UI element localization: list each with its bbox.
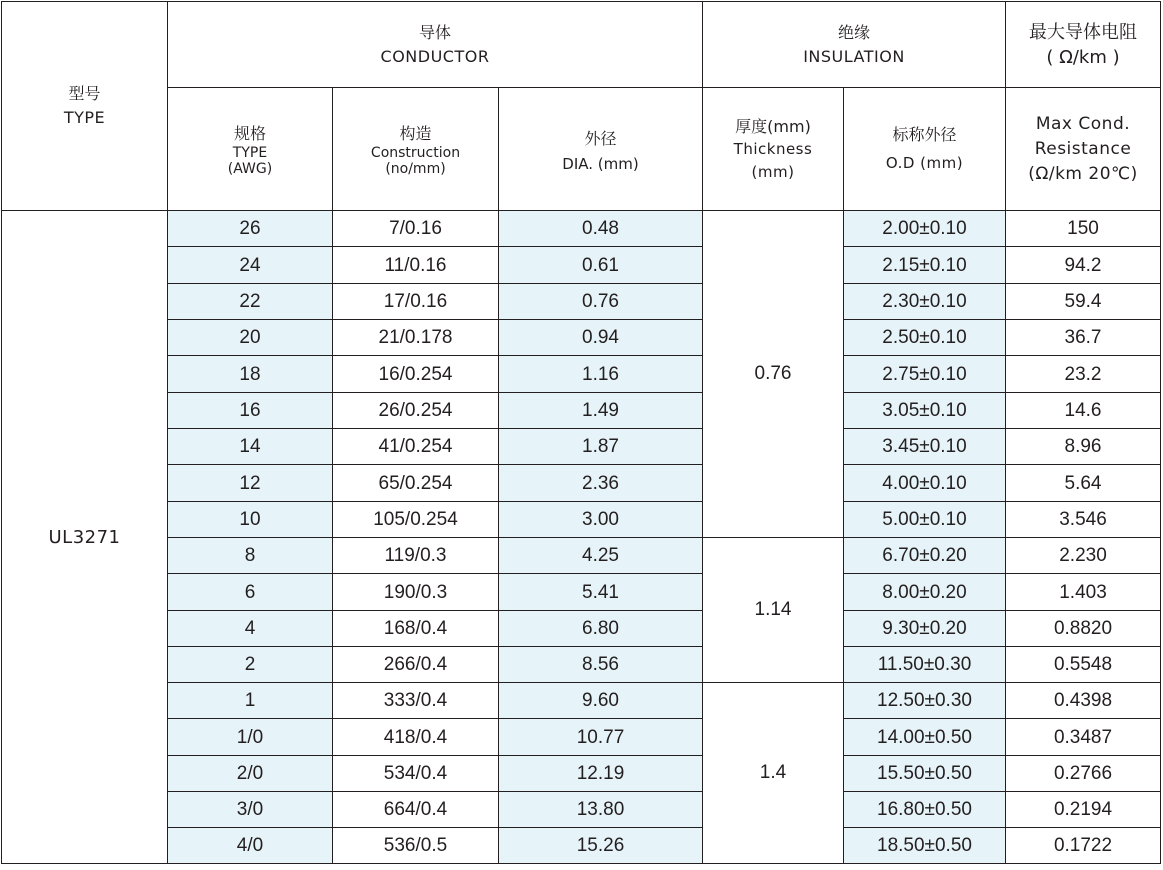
od-cell: 18.50±0.50: [844, 828, 1006, 864]
insulation-header-zh: 绝缘: [837, 22, 870, 42]
conductor-header-en: CONDUCTOR: [380, 46, 490, 66]
insulation-thickness-cell: 0.76: [703, 211, 844, 538]
od-cell: 5.00±0.10: [844, 502, 1006, 538]
construction-cell: 41/0.254: [333, 429, 499, 465]
size-header-en2: (AWG): [227, 160, 273, 177]
diameter-header: [499, 88, 703, 211]
od-cell: 16.80±0.50: [844, 792, 1006, 828]
awg-cell: 2/0: [168, 756, 333, 792]
table-row: [2, 756, 1161, 792]
construction-cell: 21/0.178: [333, 320, 499, 356]
resistance-cell: 8.96: [1006, 429, 1161, 465]
diameter-cell: 8.56: [499, 647, 703, 683]
thickness-header-en1: Thickness: [733, 139, 813, 158]
od-header: [844, 88, 1006, 211]
diameter-cell: 0.48: [499, 211, 703, 247]
resistance-cell: 0.4398: [1006, 683, 1161, 719]
type-header-en: TYPE: [63, 108, 106, 127]
diameter-cell: 13.80: [499, 792, 703, 828]
construction-cell: 16/0.254: [333, 356, 499, 393]
diameter-cell: 5.41: [499, 574, 703, 611]
resistance-header: [1006, 2, 1161, 88]
construction-cell: 418/0.4: [333, 719, 499, 756]
table-row: [2, 538, 1161, 574]
diameter-cell: 6.80: [499, 611, 703, 647]
construction-cell: 536/0.5: [333, 828, 499, 864]
awg-cell: 3/0: [168, 792, 333, 828]
thickness-header: [703, 88, 844, 211]
construction-cell: 105/0.254: [333, 502, 499, 538]
size-header-zh: 规格: [233, 123, 266, 143]
diameter-cell: 0.76: [499, 284, 703, 320]
od-cell: 2.00±0.10: [844, 211, 1006, 247]
diameter-cell: 12.19: [499, 756, 703, 792]
table-row: [2, 356, 1161, 393]
table-row: [2, 429, 1161, 465]
awg-cell: 14: [168, 429, 333, 465]
diameter-cell: 4.25: [499, 538, 703, 574]
diameter-cell: 10.77: [499, 719, 703, 756]
construction-cell: 26/0.254: [333, 393, 499, 429]
table-row: [2, 465, 1161, 502]
insulation-header-en: INSULATION: [803, 46, 905, 66]
max-resistance-header-en1: Max Cond.: [1035, 113, 1131, 134]
resistance-cell: 0.3487: [1006, 719, 1161, 756]
awg-cell: 16: [168, 393, 333, 429]
table-row: [2, 719, 1161, 756]
table-row: [2, 828, 1161, 864]
table-row: [2, 393, 1161, 429]
table-row: [2, 574, 1161, 611]
thickness-header-en2: (mm): [751, 162, 795, 181]
resistance-cell: 36.7: [1006, 320, 1161, 356]
table-row: [2, 647, 1161, 683]
awg-cell: 1: [168, 683, 333, 719]
diameter-cell: 2.36: [499, 465, 703, 502]
resistance-cell: 14.6: [1006, 393, 1161, 429]
awg-cell: 24: [168, 247, 333, 284]
awg-cell: 4/0: [168, 828, 333, 864]
table-row: [2, 792, 1161, 828]
awg-cell: 12: [168, 465, 333, 502]
od-cell: 11.50±0.30: [844, 647, 1006, 683]
construction-cell: 65/0.254: [333, 465, 499, 502]
conductor-header-zh: 导体: [418, 22, 451, 42]
thickness-header-zh: 厚度(mm): [735, 116, 811, 136]
diameter-header-zh: 外径: [584, 128, 617, 148]
insulation-thickness-cell: 1.14: [703, 538, 844, 683]
type-header-zh: 型号: [68, 84, 101, 103]
table-row: [2, 611, 1161, 647]
awg-cell: 4: [168, 611, 333, 647]
od-cell: 2.15±0.10: [844, 247, 1006, 284]
diameter-cell: 0.94: [499, 320, 703, 356]
od-cell: 2.50±0.10: [844, 320, 1006, 356]
od-cell: 2.75±0.10: [844, 356, 1006, 393]
max-resistance-header-en3: (Ω/km 20℃): [1028, 163, 1138, 184]
od-cell: 15.50±0.50: [844, 756, 1006, 792]
construction-cell: 168/0.4: [333, 611, 499, 647]
resistance-header-zh: 最大导体电阻: [1029, 21, 1137, 43]
header-row-2: [2, 88, 1161, 211]
resistance-cell: 3.546: [1006, 502, 1161, 538]
construction-header-zh: 构造: [399, 123, 432, 143]
insulation-header: [703, 2, 1006, 88]
resistance-cell: 150: [1006, 211, 1161, 247]
table-row: [2, 502, 1161, 538]
construction-cell: 333/0.4: [333, 683, 499, 719]
diameter-cell: 1.16: [499, 356, 703, 393]
resistance-cell: 0.5548: [1006, 647, 1161, 683]
resistance-cell: 0.2194: [1006, 792, 1161, 828]
od-cell: 14.00±0.50: [844, 719, 1006, 756]
resistance-cell: 2.230: [1006, 538, 1161, 574]
table-row: [2, 284, 1161, 320]
diameter-cell: 1.49: [499, 393, 703, 429]
construction-cell: 190/0.3: [333, 574, 499, 611]
size-header: [168, 88, 333, 211]
construction-cell: 266/0.4: [333, 647, 499, 683]
awg-cell: 8: [168, 538, 333, 574]
construction-header-en1: Construction: [370, 144, 461, 161]
resistance-cell: 0.1722: [1006, 828, 1161, 864]
resistance-cell: 1.403: [1006, 574, 1161, 611]
od-cell: 2.30±0.10: [844, 284, 1006, 320]
diameter-cell: 0.61: [499, 247, 703, 284]
od-header-en: O.D (mm): [885, 154, 964, 172]
resistance-cell: 0.8820: [1006, 611, 1161, 647]
od-cell: 9.30±0.20: [844, 611, 1006, 647]
table-row: [2, 683, 1161, 719]
insulation-thickness-cell: 1.4: [703, 683, 844, 864]
size-header-en1: TYPE: [232, 144, 268, 161]
resistance-cell: 59.4: [1006, 284, 1161, 320]
table-row: [2, 320, 1161, 356]
od-cell: 3.05±0.10: [844, 393, 1006, 429]
od-header-zh: 标称外径: [892, 125, 957, 144]
construction-header: [333, 88, 499, 211]
awg-cell: 2: [168, 647, 333, 683]
conductor-header: [168, 2, 703, 88]
construction-cell: 11/0.16: [333, 247, 499, 284]
awg-cell: 6: [168, 574, 333, 611]
awg-cell: 22: [168, 284, 333, 320]
diameter-header-en: DIA. (mm): [562, 154, 639, 173]
construction-cell: 534/0.4: [333, 756, 499, 792]
awg-cell: 10: [168, 502, 333, 538]
type-header: [2, 2, 168, 211]
construction-cell: 119/0.3: [333, 538, 499, 574]
od-cell: 3.45±0.10: [844, 429, 1006, 465]
resistance-cell: 0.2766: [1006, 756, 1161, 792]
construction-header-en2: (no/mm): [385, 160, 446, 177]
diameter-cell: 1.87: [499, 429, 703, 465]
construction-cell: 7/0.16: [333, 211, 499, 247]
od-cell: 4.00±0.10: [844, 465, 1006, 502]
od-cell: 8.00±0.20: [844, 574, 1006, 611]
spec-table: [1, 1, 1161, 864]
resistance-cell: 23.2: [1006, 356, 1161, 393]
awg-cell: 18: [168, 356, 333, 393]
awg-cell: 1/0: [168, 719, 333, 756]
max-resistance-header-en2: Resistance: [1034, 138, 1132, 159]
construction-cell: 664/0.4: [333, 792, 499, 828]
table-row: [2, 247, 1161, 284]
diameter-cell: 15.26: [499, 828, 703, 864]
resistance-cell: 5.64: [1006, 465, 1161, 502]
max-resistance-header: [1006, 88, 1161, 211]
resistance-header-unit: ( Ω/km ): [1046, 46, 1120, 68]
construction-cell: 17/0.16: [333, 284, 499, 320]
diameter-cell: 3.00: [499, 502, 703, 538]
diameter-cell: 9.60: [499, 683, 703, 719]
od-cell: 6.70±0.20: [844, 538, 1006, 574]
od-cell: 12.50±0.30: [844, 683, 1006, 719]
resistance-cell: 94.2: [1006, 247, 1161, 284]
model-cell: UL3271: [2, 211, 168, 864]
awg-cell: 26: [168, 211, 333, 247]
header-row-1: [2, 2, 1161, 88]
table-row: [2, 211, 1161, 247]
awg-cell: 20: [168, 320, 333, 356]
